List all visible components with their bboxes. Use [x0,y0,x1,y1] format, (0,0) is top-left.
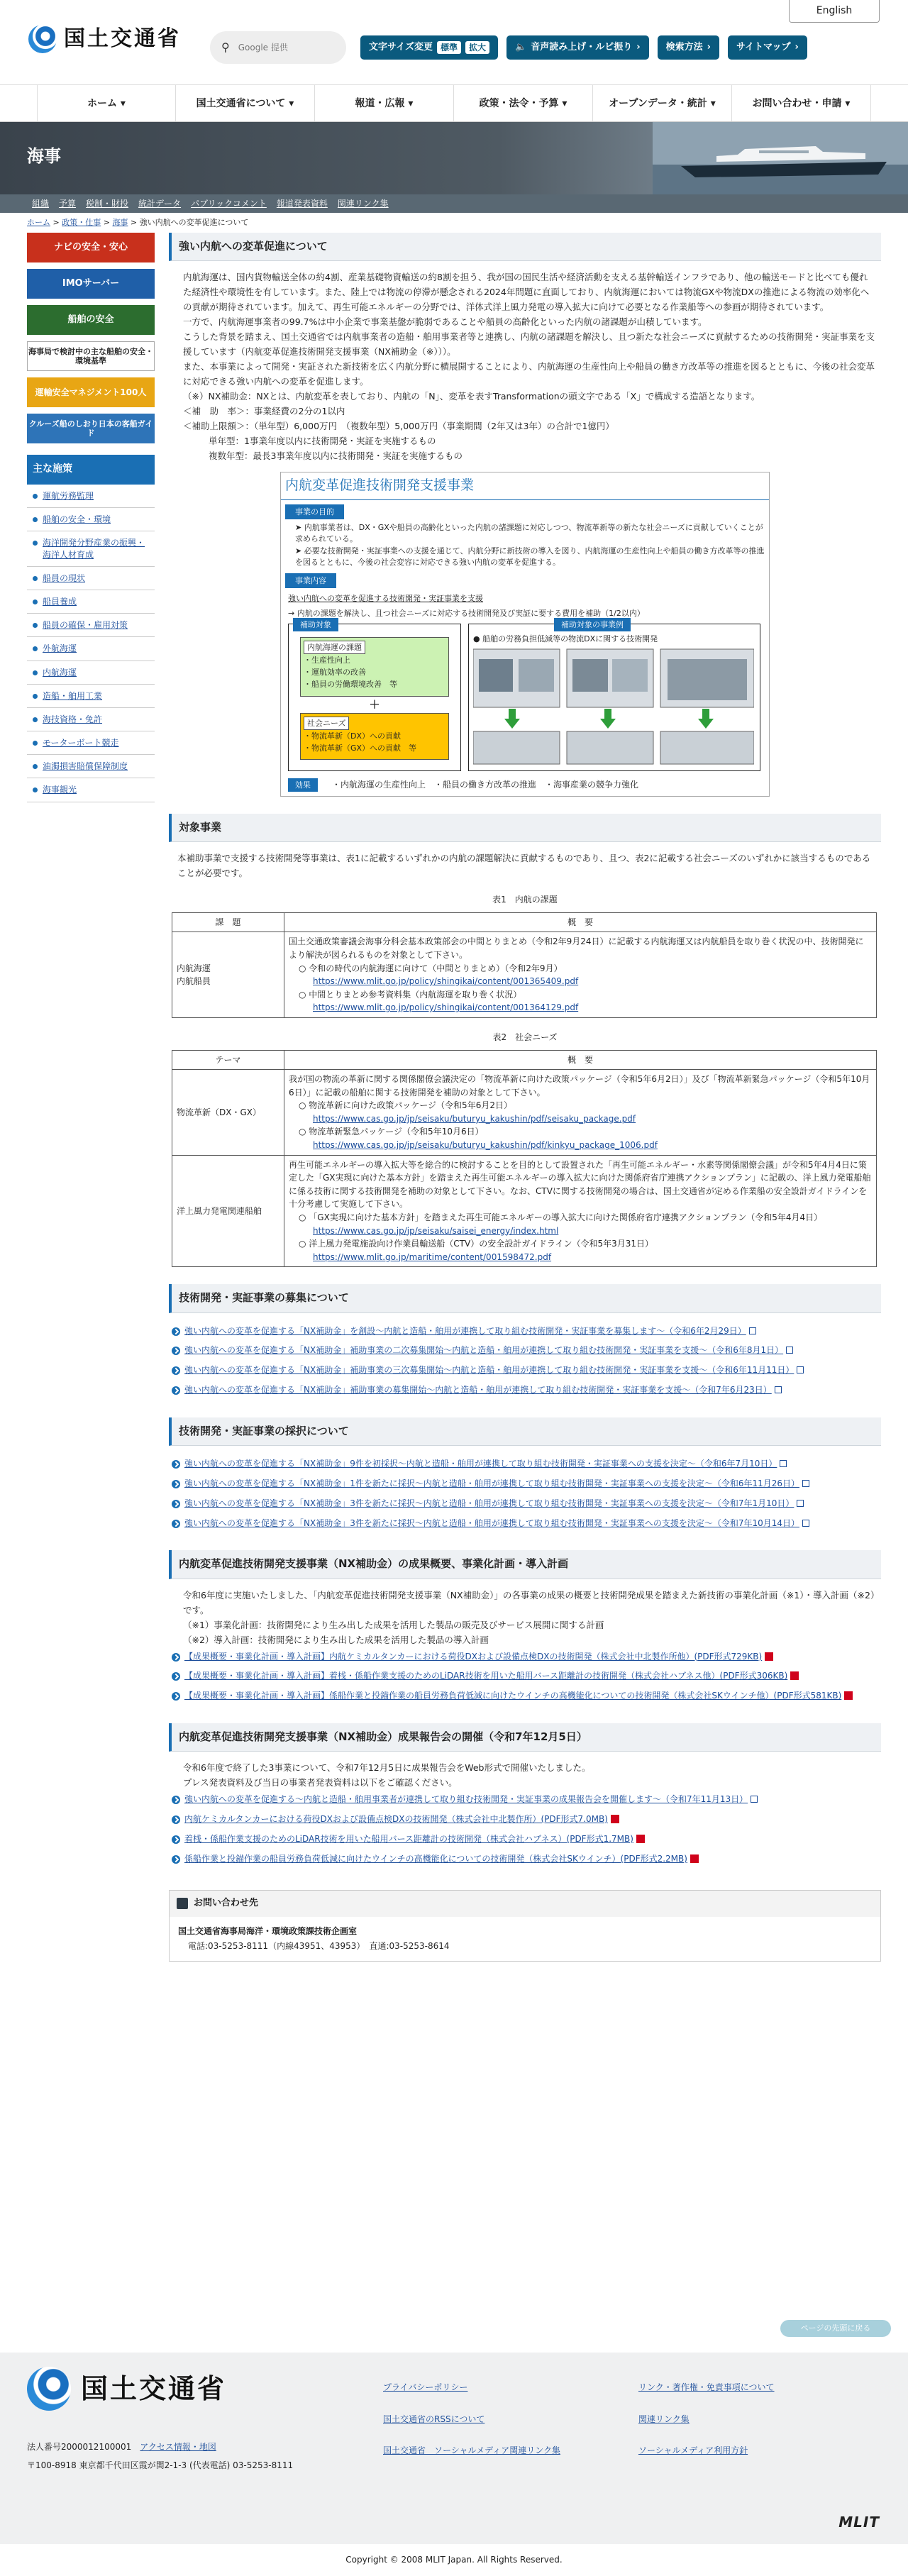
content-line: 強い内航への変革を促進する技術開発・実証事業を支援 [288,593,483,603]
gnav-press[interactable]: 報道・広報 ▾ [315,85,454,121]
search-method-label: 検索方法 [665,41,703,52]
pdf-icon [790,1671,799,1680]
sidebar [27,233,155,1962]
footer-link[interactable]: 国土交通省のRSSについて [383,2414,485,2424]
table-row-label: 内航海運 内航船員 [172,932,284,1018]
list-item[interactable]: 【成果概要・事業化計画・導入計画】着桟・係船作業支援のためのLiDAR技術を用いた船用バース距離計の技術開発（株式会社ハブネス他）(PDF形式306KB) [169,1666,881,1686]
section-title: 対象事業 [169,814,881,842]
sidebar-item[interactable]: 油濁損害賠償保障制度 [27,755,155,778]
subnav-tax[interactable]: 税制・財投 [86,198,129,209]
target-section [169,814,881,1268]
footer-logo[interactable] [27,2367,226,2411]
table1-caption: 表1 内航の課題 [492,895,558,905]
sitemap-button[interactable] [728,35,807,60]
external-link-icon [749,1327,756,1334]
speaker-icon: 🔈 [515,41,527,52]
pdf-icon [636,1835,645,1843]
external-link-icon [775,1386,782,1393]
footer-link[interactable]: リンク・著作権・免責事項について [638,2382,775,2392]
subnav-org[interactable]: 組織 [32,198,50,209]
section-text: 本補助事業で支援する技術開発等事業は、表1に記載するいずれかの内航の課題解決に貢献するものであり、且つ、表2に記載する社会ニーズのいずれかに該当するものであることが必要です。 [177,853,871,879]
breadcrumb-policy[interactable]: 政策・仕事 [62,218,101,227]
gnav-opendata[interactable]: オープンデータ・統計 ▾ [593,85,732,121]
list-item[interactable]: 強い内航への変革を促進する「NX補助金」補助事業の二次募集開始～内航と造船・舶用が連携して取り組む技術開発・実証事業を支援～（令和6年8月1日） [169,1341,881,1361]
gnav-contact[interactable]: お問い合わせ・申請 ▾ [732,85,871,121]
breadcrumb-home[interactable]: ホーム [27,218,50,227]
sidebar-item[interactable]: 運航労務監理 [27,485,155,508]
search-icon[interactable]: ⚲ [221,40,230,54]
banner-navi[interactable]: ナビの安全・安心 [27,233,155,262]
logo-mark-icon [27,2367,71,2411]
adopt-section [169,1417,881,1533]
sidebar-item[interactable]: 船員の確保・雇用対策 [27,614,155,637]
issues-box: 内航海運の課題 ・生産性向上 ・運航効率の改善 ・船員の労働環境改善 等 [300,637,449,697]
table-cell: 国土交通政策審議会海事分科会基本政策部会の中間とりまとめ（令和2年9月24日）に記載する内航海運又は内航船員を取り巻く状況の中、技術開発により解決が図られるものを対象として下さい。 ○ 令和の時代の内航海運に向けて（中間とりまとめ）（令和2年9月） https://www.mlit.go.jp/policy/shingikai/content/001365409.pdf ○ 中間とりまとめ参考資料集（内航海運を取り巻く状況） https://www.mlit.go.jp/policy/shingikai/content/001364129.pdf [284,932,877,1018]
footer-link[interactable]: 国土交通省 ソーシャルメディア関連リンク集 [383,2445,560,2456]
sidebar-menu [27,485,155,802]
report-list [169,1790,881,1869]
section-title: 内航変革促進技術開発支援事業（NX補助金）の成果概要、事業化計画・導入計画 [169,1550,881,1579]
sidebar-item[interactable]: 海技資格・免許 [27,708,155,731]
footer-logo-text: 国土交通省 [81,2372,227,2404]
hero-title: 海事 [27,146,61,166]
effect-text: ・内航海運の生産性向上 ・船員の働き方改革の推進 ・海事産業の競争力強化 [332,780,639,790]
target-badge: 補助対象 [293,618,338,631]
contact-body: 国土交通省海事局海洋・環境政策課技術企画室 電話:03-5253-8111（内線43951、43953） 直通:03-5253-8614 [178,1925,450,1951]
footer-links [383,2381,809,2458]
banner-management[interactable]: 運輸安全マネジメント100人 [27,377,155,407]
table-link[interactable]: https://www.mlit.go.jp/policy/shingikai/content/001364129.pdf [313,1002,579,1013]
banner-imo[interactable]: IMOサーバー [27,269,155,299]
overview-figure [280,472,770,797]
banner-cruise[interactable]: クルーズ船のしおり日本の客船ガイド [27,414,155,443]
report-section [169,1723,881,1869]
sidebar-item[interactable]: 造船・舶用工業 [27,685,155,708]
banner-ship-safety[interactable]: 船舶の安全 [27,305,155,335]
list-item[interactable]: 強い内航への変革を促進する「NX補助金」3件を新たに採択～内航と造船・舶用が連携して取り組む技術開発・実証事業への支援を決定～（令和7年10月14日） [169,1514,881,1534]
effect-row [281,775,769,796]
list-item[interactable]: 強い内航への変革を促進する「NX補助金」9件を初採択～内航と造船・舶用が連携して取り組む技術開発・実証事業への支援を決定～（令和6年7月10日） [169,1454,881,1474]
table-link[interactable]: https://www.cas.go.jp/jp/seisaku/buturyu_kakushin/pdf/seisaku_package.pdf [313,1113,636,1124]
pdf-icon [611,1815,619,1823]
external-link-icon [751,1796,758,1803]
external-link-icon [797,1500,804,1507]
page-title: 強い内航への変革促進について [169,233,881,261]
adopt-list [169,1454,881,1533]
table-needs: テーマ 概 要 物流革新（DX・GX） 我が国の物流の革新に関する関係閣僚会議決定の「物流革新に向けた政策パッケージ（令和5年6月2日）」及び「物流革新緊急パッケージ（令和5年10月6日）」に記載の船舶に関する技術開発を補助の対象として下さい。 ○ 物流革新に向けた政策パッケージ（令和5年6月2日） https://www.cas.go.jp/jp/seisaku/buturyu_kakushin/pdf/seisaku_package.pdf ○ 物流革新緊急パッケージ（令和5年10月6日） https://www.cas.go.jp/jp/seisaku/buturyu_kakushin/pdf/kinkyu_package_1006.pdf 洋上風力発電関連船舶 再生可能エネルギーの導入拡大等を総合的に検討することを目的として設置された「再生可能エネルギー・水素等関係閣僚会議」が令和5年4月4日に策定した「GX実現に向けた基本方針」を踏まえた再生可能エネルギーの導入拡大に向けた関係府省庁連携アクションプラン」に記載の、洋上風力発電船舶に係る技術に関する技術開発を補助の対象として下さい。なお、CTVに関する技術開発の場合は、国土交通省が定める作業船の安全設計ガイドラインを十分考慮して実施して下さい。 ○ 「GX実現に向けた基本方針」を踏まえた再生可能エネルギーの導入拡大に向けた関係府省庁連携アクションプラン（令和5年4月4日） https://www.cas.go.jp/jp/seisaku/saisei_energy/index.html ○ 洋上風力発電施設向け作業員輸送船（CTV）の安全設計ガイドライン（令和5年3月31日） https://www.mlit.go.jp/maritime/content/001598472.pdf [172,1050,877,1268]
subnav-budget[interactable]: 予算 [59,198,77,209]
contact-header: お問い合わせ先 [170,1891,880,1916]
audio-ruby-button[interactable] [506,35,649,60]
recruit-section [169,1284,881,1400]
external-link-icon [786,1347,793,1354]
audio-label: 音声読み上げ・ルビ振り [531,41,633,52]
figure-title: 内航変革促進技術開発支援事業 [281,472,769,499]
footer-link[interactable]: プライバシーポリシー [383,2382,468,2392]
ship-image [653,122,908,194]
list-item[interactable]: 強い内航への変革を促進する「NX補助金」補助事業の募集開始～内航と造船・舶用が連携して取り組む技術開発・実証事業を支援～（令和7年6月23日） [169,1381,881,1400]
pdf-icon [844,1691,853,1700]
access-link[interactable]: アクセス情報・地図 [140,2442,216,2452]
external-link-icon [797,1366,804,1373]
list-item[interactable]: 強い内航への変革を促進する～内航と造船・舶用事業者が連携して取り組む技術開発・実証事業の成果報告会を開催します～（令和7年11月13日） [169,1790,881,1810]
header-tools [360,35,807,60]
results-section [169,1550,881,1706]
subnav-links[interactable]: 関連リンク集 [337,198,389,209]
examples-badge: 補助対象の事業例 [554,618,631,631]
table-link[interactable]: https://www.mlit.go.jp/policy/shingikai/content/001365409.pdf [313,976,579,987]
content-line: → 内航の課題を解決し、且つ社会ニーズに対応する技術開発及び実証に要する費用を補助（1/2以内） [288,608,645,618]
report-text: 令和6年度で終了した3事業について、令和7年12月5日に成果報告会をWeb形式で開催いたしました。 プレス発表資料及び当日の事業者発表資料は以下をご確認ください。 [183,1762,591,1789]
chevron-right-icon: › [707,41,711,52]
footer-info: 法人番号2000012100001 アクセス情報・地図 〒100-8918 東京都千代田区霞が関2-1-3 (代表電話) 03-5253-8111 [27,2438,293,2475]
sitemap-label: サイトマップ [736,41,791,52]
logo-text: 国土交通省 [64,26,181,51]
subnav-press[interactable]: 報道発表資料 [276,198,328,209]
figure-grid [281,621,769,775]
logo-mark-icon [28,25,57,53]
sub-nav [0,194,908,213]
chevron-right-icon: › [794,41,799,52]
contact-box [169,1890,881,1961]
examples-photos [473,645,754,765]
sidebar-item[interactable]: 船舶の安全・環境 [27,508,155,531]
table2-caption: 表2 社会ニーズ [492,1032,558,1042]
table-link[interactable]: https://www.cas.go.jp/jp/seisaku/saisei_energy/index.html [313,1225,559,1236]
section-title: 内航変革促進技術開発支援事業（NX補助金）成果報告会の開催（令和7年12月5日） [169,1723,881,1752]
list-item[interactable]: 内航ケミカルタンカーにおける荷役DXおよび設備点検DXの技術開発（株式会社中北製作所）(PDF形式7.0MB) [169,1810,881,1830]
textsize-control [360,35,498,60]
sidebar-item[interactable]: 内航海運 [27,661,155,685]
search-box[interactable] [210,31,346,64]
search-placeholder: Google 提供 [238,42,288,52]
breadcrumb-current: 強い内航への変革促進について [139,218,249,227]
sidebar-item[interactable]: 海洋開発分野産業の振興・海洋人材育成 [27,531,155,566]
pagetop-button[interactable]: ページの先頭に戻る [780,2320,891,2337]
chevron-right-icon: › [636,41,641,52]
list-item[interactable]: 強い内航への変革を促進する「NX補助金」を創設～内航と造船・舶用が連携して取り組む技術開発・実証事業を募集します～（令和6年2月29日） [169,1322,881,1342]
search-method-button[interactable] [658,35,719,60]
recruit-list [169,1322,881,1400]
textsize-large-button[interactable]: 拡大 [465,41,489,55]
site-logo[interactable] [28,23,181,56]
textsize-label: 文字サイズ変更 [369,41,433,52]
sidebar-item[interactable]: モーターボート競走 [27,731,155,755]
footer-link[interactable]: ソーシャルメディア利用方針 [638,2445,748,2456]
footer-address: 〒100-8918 東京都千代田区霞が関2-1-3 (代表電話) 03-5253-8111 [27,2460,294,2471]
purpose-list: ➤ 内航事業者は、DX・GXや船員の高齢化といった内航の諸課題に対応しつつ、物流革新等の新たな社会ニーズに貢献していくことが求められている。 ➤ 必要な技術開発・実証事業への支援を通じて、内航分野に新技術の導入を図り、内航海運の生産性向上や船員の働き方改革等の推進を図るとともに、今後の社会変容に対応できる強い内航の変革を促進する。 [295,522,765,568]
external-link-icon [802,1480,809,1487]
plus-sign: ＋ [369,697,380,711]
gnav-home[interactable]: ホーム ▾ [37,85,176,121]
banner-standards[interactable]: 海事局で検討中の主な船舶の安全・環境基準 [27,341,155,371]
hero-banner [0,122,908,194]
breadcrumb: ホーム > 政策・仕事 > 海事 > 強い内航への変革促進について [27,218,249,227]
list-item[interactable]: 【成果概要・事業化計画・導入計画】内航ケミカルタンカーにおける荷役DXおよび設備点検DXの技術開発（株式会社中北製作所他）(PDF形式729KB) [169,1647,881,1667]
pdf-icon [765,1652,773,1661]
global-nav [0,85,908,122]
textsize-standard-button[interactable]: 標準 [437,41,461,55]
intro-text: 内航海運は、国内貨物輸送全体の約4割、産業基礎物資輸送の約8割を担う、我が国の国民生活や経済活動を支える基幹輸送インフラであり、他の輸送モードと比べても優れた経済性や環境性を有しています。また、陸上では物流の停滞が懸念される2024年問題に直面しており、内航海運においては物流GXや物流DXの推進による物流の効率化への貢献が期待されています。加えて、再生可能エネルギーの分野では、洋体式洋上風力発電の導入拡大に向けて必要となる作業船等への参画が期待されています。 一方で、内航海運事業者の99.7%は中小企業で事業基盤が脆弱であることや船員の高齢化といった内航の諸課題が山積しています。 こうした背景を踏まえ、国土交通省では内航事業者の造船・舶用事業者等と連携し、内航の諸課題を解決し、且つ新たな社会ニーズに貢献するための技術開発・実証事業を支援しています（内航変革促進技術開発支援事業（NX補助金（※）））。 また、本事業によって開発・実証された新技術を広く内航分野に横展開することにより、内航海運の生産性向上や船員の働き方改革等の推進を図るとともに、今後の社会変革に対応できる強い内航への変革を促進します。 （※）NX補助金：NXとは、内航変革を表しており、内航の「N」、変革を表すTransformationの頭文字である「X」で構成する造語となります。 ＜補 助 率＞：事業経費の2分の1以内 ＜補助上限額＞：（単年型）6,000万円 （複数年型）5,000万円（事業期間（2年又は3年）の合計で1億円） 単年型：1事業年度以内に技術開発・実証を実施するもの 複数年型：最長3事業年度以内に技術開発・実証を実施するもの [183,272,875,462]
table-cell: 我が国の物流の革新に関する関係閣僚会議決定の「物流革新に向けた政策パッケージ（令和5年6月2日）」及び「物流革新緊急パッケージ（令和5年10月6日）」に記載の船舶に関する技術開発を補助の対象として下さい。 ○ 物流革新に向けた政策パッケージ（令和5年6月2日） https://www.cas.go.jp/jp/seisaku/buturyu_kakushin/pdf/seisaku_package.pdf ○ 物流革新緊急パッケージ（令和5年10月6日） https://www.cas.go.jp/jp/seisaku/buturyu_kakushin/pdf/kinkyu_package_1006.pdf [284,1070,877,1156]
results-text: 令和6年度に実施いたしました、「内航変革促進技術開発支援事業（NX補助金）」の各事業の成果の概要と技術開発成果を踏まえた新技術の事業化計画（※1）・導入計画（※2）です。 （※1）事業化計画：技術開発により生み出した成果を活用した製品の販売及びサービス展開に関する計画 （※2）導入計画：技術開発により生み出した成果を活用した製品の導入計画 [183,1589,875,1645]
language-switch[interactable]: English [789,0,880,23]
table-link[interactable]: https://www.cas.go.jp/jp/seisaku/buturyu_kakushin/pdf/kinkyu_package_1006.pdf [313,1140,658,1151]
main-content [169,233,881,1962]
gnav-policy[interactable]: 政策・法令・予算 ▾ [454,85,593,121]
mlit-logo: MLIT [838,2514,880,2531]
sidebar-menu-title: 主な施策 [27,455,155,485]
content-tag: 事業内容 [285,573,336,588]
list-item[interactable]: 係船作業と投錨作業の船員労務負荷低減に向けたウインチの高機能化についての技術開発（株式会社SKウインチ）(PDF形式2.2MB) [169,1850,881,1869]
list-item[interactable]: 強い内航への変革を促進する「NX補助金」3件を新たに採択～内航と造船・舶用が連携して取り組む技術開発・実証事業への支援を決定～（令和7年1月10日） [169,1494,881,1514]
sidebar-item[interactable]: 海事観光 [27,778,155,802]
sidebar-item[interactable]: 外航海運 [27,637,155,660]
table-link[interactable]: https://www.mlit.go.jp/maritime/content/001598472.pdf [313,1251,552,1262]
purpose-tag: 事業の目的 [285,504,344,519]
effect-badge: 効果 [288,778,318,792]
footer-link[interactable]: 関連リンク集 [638,2414,690,2424]
section-title: 技術開発・実証事業の採択について [169,1417,881,1446]
list-item[interactable]: 強い内航への変革を促進する「NX補助金」補助事業の三次募集開始～内航と造船・舶用が連携して取り組む技術開発・実証事業を支援～（令和6年11月11日） [169,1361,881,1381]
list-item[interactable]: 【成果概要・事業化計画・導入計画】係船作業と投錨作業の船員労務負荷低減に向けたウインチの高機能化についての技術開発（株式会社SKウインチ他）(PDF形式581KB) [169,1686,881,1706]
results-list [169,1647,881,1706]
target-box [288,619,461,771]
sidebar-item[interactable]: 船員の現状 [27,567,155,590]
footer [0,2353,908,2544]
table-row-label: 洋上風力発電関連船舶 [172,1155,284,1267]
breadcrumb-kaiji[interactable]: 海事 [112,218,128,227]
examples-box [468,619,760,771]
list-item[interactable]: 強い内航への変革を促進する「NX補助金」1件を新たに採択～内航と造船・舶用が連携して取り組む技術開発・実証事業への支援を決定～（令和6年11月26日） [169,1474,881,1494]
copyright: Copyright © 2008 MLIT Japan. All Rights Reserved. [0,2544,908,2576]
pdf-icon [690,1854,699,1863]
list-item[interactable]: 着桟・係船作業支援のためのLiDAR技術を用いた船用バース距離計の技術開発（株式会社ハブネス）(PDF形式1.7MB) [169,1830,881,1850]
needs-box: 社会ニーズ ・物流革新（DX）への貢献 ・物流革新（GX）への貢献 等 [300,713,449,760]
check-icon [177,1898,188,1909]
subnav-stats[interactable]: 統計データ [138,198,182,209]
example-title: ● 船舶の労務負担低減等の物流DXに関する技術開発 [473,634,658,643]
site-header [0,0,908,85]
external-link-icon [802,1520,809,1527]
gnav-about[interactable]: 国土交通省について ▾ [176,85,315,121]
subnav-public-comment[interactable]: パブリックコメント [191,198,267,209]
external-link-icon [780,1460,787,1467]
sidebar-item[interactable]: 船員養成 [27,590,155,614]
table-issues: 課 題 概 要 内航海運 内航船員 国土交通政策審議会海事分科会基本政策部会の中間とりまとめ（令和2年9月24日）に記載する内航海運又は内航船員を取り巻く状況の中、技術開発により解決が図られるものを対象として下さい。 ○ 令和の時代の内航海運に向けて（中間とりまとめ）（令和2年9月） https://www.mlit.go.jp/policy/shingikai/content/001365409.pdf ○ 中間とりまとめ参考資料集（内航海運を取り巻く状況） https://www.mlit.go.jp/policy/shingikai/content/001364129.pdf [172,912,877,1018]
section-title: 技術開発・実証事業の募集について [169,1284,881,1312]
table-row-label: 物流革新（DX・GX） [172,1070,284,1156]
table-cell: 再生可能エネルギーの導入拡大等を総合的に検討することを目的として設置された「再生可能エネルギー・水素等関係閣僚会議」が令和5年4月4日に策定した「GX実現に向けた基本方針」を踏まえた再生可能エネルギーの導入拡大に向けた関係府省庁連携アクションプラン」に記載の、洋上風力発電船舶に係る技術に関する技術開発を補助の対象として下さい。なお、CTVに関する技術開発の場合は、国土交通省が定める作業船の安全設計ガイドラインを十分考慮して実施して下さい。 ○ 「GX実現に向けた基本方針」を踏まえた再生可能エネルギーの導入拡大に向けた関係府省庁連携アクションプラン（令和5年4月4日） https://www.cas.go.jp/jp/seisaku/saisei_energy/index.html ○ 洋上風力発電施設向け作業員輸送船（CTV）の安全設計ガイドライン（令和5年3月31日） https://www.mlit.go.jp/maritime/content/001598472.pdf [284,1155,877,1267]
